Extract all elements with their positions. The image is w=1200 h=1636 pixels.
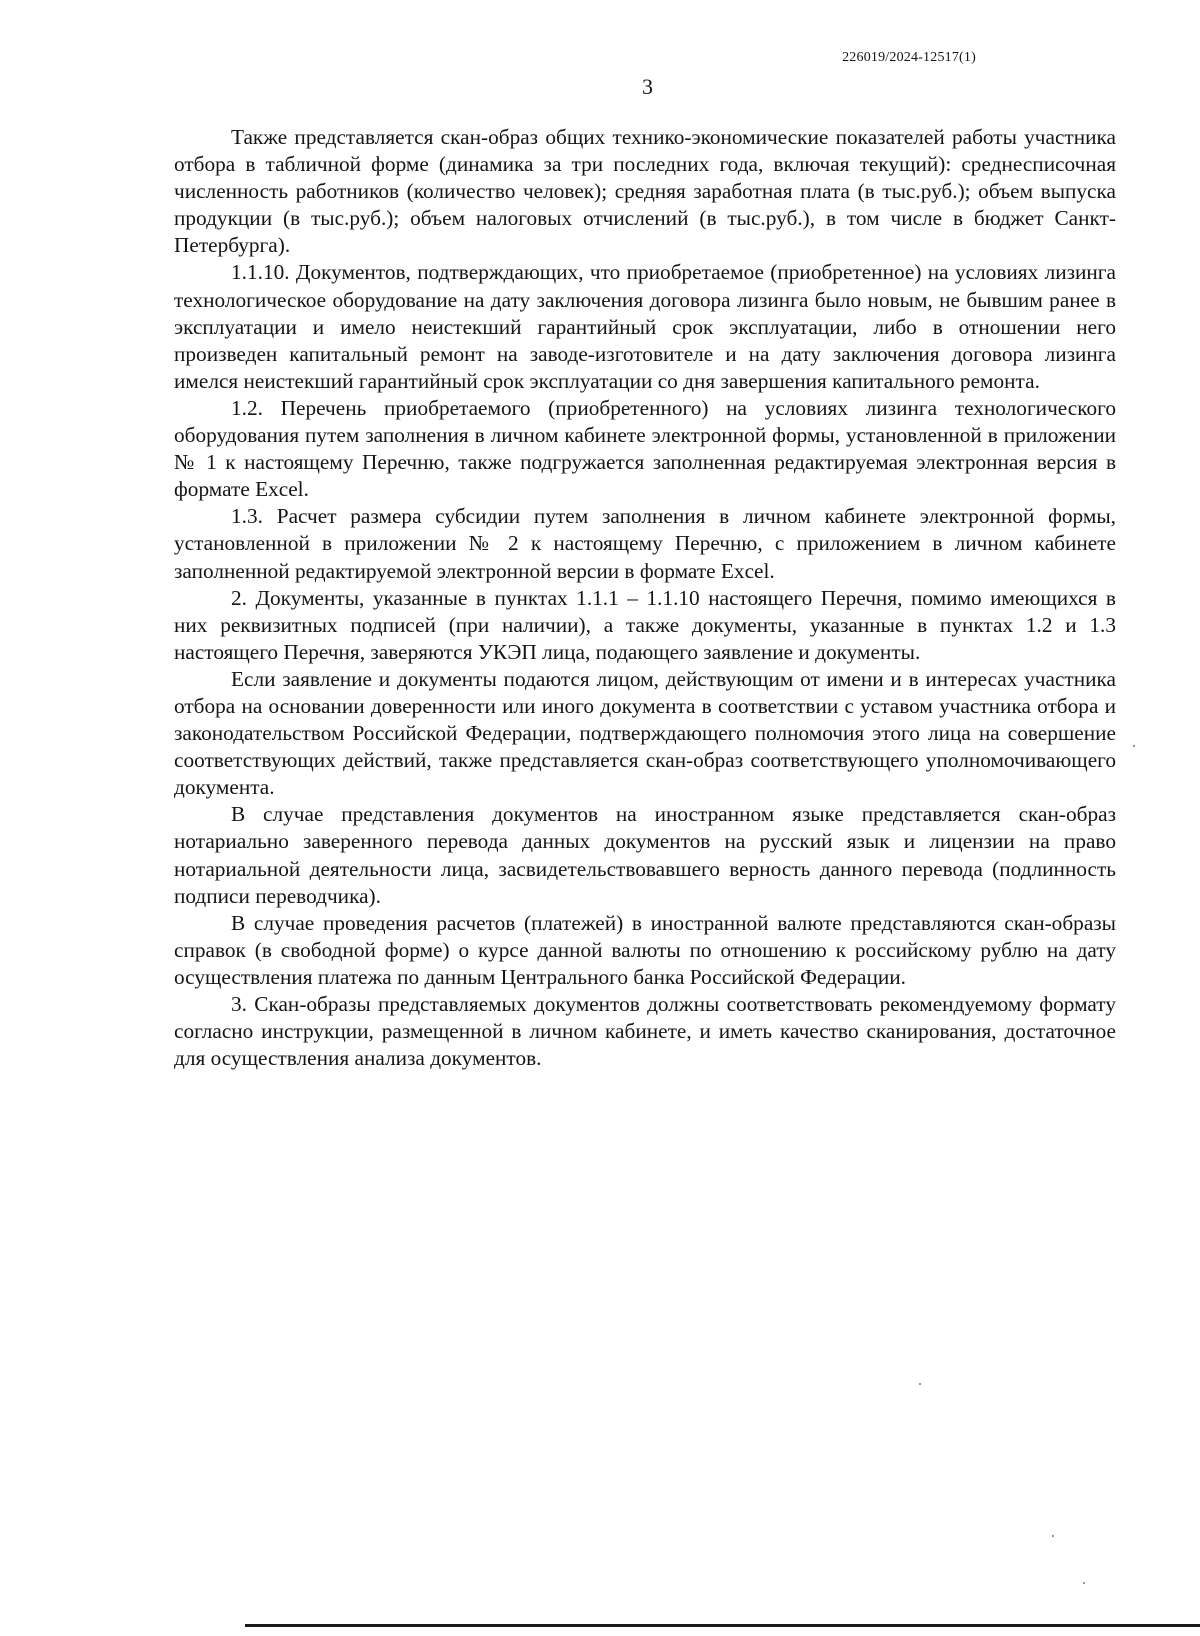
scan-speck — [1133, 745, 1135, 747]
scan-speck — [1052, 1535, 1054, 1537]
scan-speck — [919, 1383, 921, 1385]
document-registration-number: 226019/2024-12517(1) — [842, 50, 976, 65]
scan-edge-line — [245, 1624, 1200, 1627]
page-number: 3 — [642, 74, 653, 99]
paragraph-foreign-language: В случае представления документов на иностранном языке представляется скан-образ нотариально заверенного перевода данных документов на русский язык и лицензии на право нотариальной деятельности лица, засвидетельствовавшего верность данного перевода (подлинность подписи переводчика). — [174, 802, 1116, 908]
paragraph-1-3: 1.3. Расчет размера субсидии путем заполнения в личном кабинете электронной формы, установленной в приложении № 2 к настоящему Перечню, с приложением в личном кабинете заполненной редактируемой электронной версии в формате Excel. — [174, 504, 1116, 583]
paragraph-1-1-10: 1.1.10. Документов, подтверждающих, что приобретаемое (приобретенное) на условиях лизинга технологическое оборудование на дату заключения договора лизинга было новым, не бывшим ранее в эксплуатации и имело неистекший гарантийный срок эксплуатации, либо в отношении него произведен капитальный ремонт на заводе-изготовителе и на дату заключения договора лизинга имелся неистекший гарантийный срок эксплуатации со дня завершения капитального ремонта. — [174, 260, 1116, 393]
document-body — [174, 124, 1116, 1072]
paragraph-tech-economic-indicators: Также представляется скан-образ общих технико-экономические показателей работы участника отбора в табличной форме (динамика за три последних года, включая текущий): среднесписочная численность работников (количество человек); средняя заработная плата (в тыс.руб.); объем выпуска продукции (в тыс.руб.); объем налоговых отчислений (в тыс.руб.), в том числе в бюджет Санкт-Петербурга). — [174, 125, 1116, 258]
paragraph-foreign-currency: В случае проведения расчетов (платежей) в иностранной валюте представляются скан-образы справок (в свободной форме) о курсе данной валюты по отношению к российскому рублю на дату осуществления платежа по данным Центрального банка Российской Федерации. — [174, 910, 1116, 989]
paragraph-power-of-attorney: Если заявление и документы подаются лицом, действующим от имени и в интересах участника отбора на основании доверенности или иного документа в соответствии с уставом участника отбора и законодательством Российской Федерации, подтверждающего полномочия этого лица на совершение соответствующих действий, также представляется скан-образ соответствующего уполномочивающего документа. — [174, 666, 1116, 800]
paragraph-3: 3. Скан-образы представляемых документов должны соответствовать рекомендуемому формату согласно инструкции, размещенной в личном кабинете, и иметь качество сканирования, достаточное для осуществления анализа документов. — [174, 992, 1116, 1071]
paragraph-1-2: 1.2. Перечень приобретаемого (приобретенного) на условиях лизинга технологического оборудования путем заполнения в личном кабинете электронной формы, установленной в приложении № 1 к настоящему Перечню, также подгружается заполненная редактируемая электронная версия в формате Excel. — [174, 395, 1116, 502]
paragraph-2: 2. Документы, указанные в пунктах 1.1.1 – 1.1.10 настоящего Перечня, помимо имеющихся в них реквизитных подписей (при наличии), а также документы, указанные в пунктах 1.2 и 1.3 настоящего Перечня, заверяются УКЭП лица, подающего заявление и документы. — [174, 585, 1116, 664]
scan-speck — [1083, 1582, 1085, 1584]
